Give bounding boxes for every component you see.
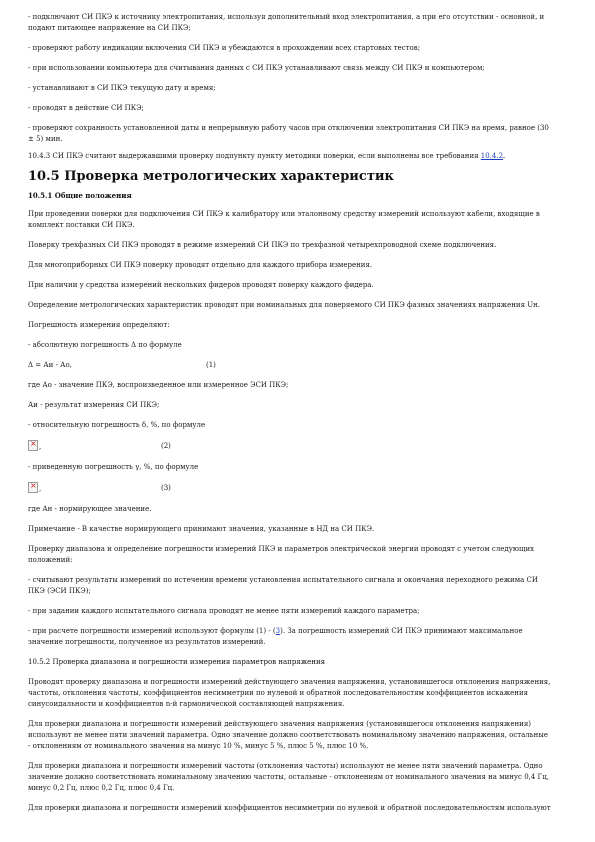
text-line: Для проверки диапазона и погрешности измерений действующего значения напряжения (установившегося отклонения напряжения) xyxy=(28,720,531,728)
section-heading: 10.5 Проверка метрологических характеристик xyxy=(28,169,394,184)
formula-comma: , xyxy=(39,443,42,451)
text-fragment: ). За погрешность измерений СИ ПКЭ принимают максимальное xyxy=(280,627,523,635)
broken-image-icon xyxy=(28,440,38,451)
formula-3 xyxy=(28,481,574,497)
text-line: - при задании каждого испытательного сигнала проводят не менее пяти измерений каждого параметра; xyxy=(28,607,420,615)
text-line: Для проверки диапазона и погрешности измерений частоты (отклонения частоты) используют не менее пяти значений параметра. Одно xyxy=(28,762,543,770)
document-page xyxy=(28,12,574,814)
broken-image-icon xyxy=(28,482,38,493)
text-line: Поверку трехфазных СИ ПКЭ проводят в режиме измерений СИ ПКЭ по трехфазной четырехпроводной схеме подключения. xyxy=(28,241,497,249)
text-line: где Ан - нормирующее значение. xyxy=(28,505,152,513)
text-line: Проверку диапазона и определение погрешности измерений ПКЭ и параметров электрической энергии проводят с учетом следующих xyxy=(28,545,535,553)
link-10-4-2[interactable]: 10.4.2 xyxy=(480,152,504,160)
subsection-title: 10.5.1 Общие положения xyxy=(28,191,132,200)
note-line: Примечание - В качестве нормирующего принимают значения, указанные в НД на СИ ПКЭ. xyxy=(28,525,375,533)
text-line: значение должно соответствовать номинальному значению частоты, остальные - отклонениям от номинального значения на минус 0,4 Гц, xyxy=(28,773,549,781)
text-line: Проводят проверку диапазона и погрешности измерений действующего значения напряжения, установившегося отклонения напряжения, xyxy=(28,678,551,686)
clause-10-4-3 xyxy=(28,151,574,162)
formula-2 xyxy=(28,439,574,455)
text-line: - устанавливают в СИ ПКЭ текущую дату и время; xyxy=(28,84,216,92)
text-line: При наличии у средства измерений нескольких фидеров проводят поверку каждого фидера. xyxy=(28,281,374,289)
formula-number: (3) xyxy=(161,484,171,492)
text-line: минус 0,2 Гц, плюс 0,2 Гц, плюс 0,4 Гц. xyxy=(28,784,175,792)
text-line: ПКЭ (ЭСИ ПКЭ); xyxy=(28,587,91,595)
text-line: - отклонениям от номинального значения на минус 10 %, минус 5 %, плюс 5 %, плюс 10 %. xyxy=(28,742,369,750)
text-line: - проверяют сохранность установленной даты и непрерывную работу часов при отключении электропитания СИ ПКЭ на время, равное (30 xyxy=(28,124,549,132)
text-fragment: . xyxy=(503,152,506,160)
formula-text: Δ = Аи - Ао, xyxy=(28,361,72,369)
formula-comma: , xyxy=(39,485,42,493)
text-line: - абсолютную погрешность Δ по формуле xyxy=(28,341,182,349)
text-line: подают питающее напряжение на СИ ПКЭ; xyxy=(28,24,191,32)
text-fragment: 10.4.3 СИ ПКЭ считают выдержавшими проверку подпункту пункту методики поверки, если выполнены все требования xyxy=(28,152,481,160)
text-line: ± 5) мин. xyxy=(28,135,63,143)
text-line: Определение метрологических характеристик проводят при номинальных для поверяемого СИ ПКЭ фазных значениях напряжения Uн. xyxy=(28,301,540,309)
text-line: комплект поставки СИ ПКЭ. xyxy=(28,221,135,229)
text-line: частоты, отклонения частоты, коэффициентов несимметрии по нулевой и обратной последовательностям коэффициентов искажения xyxy=(28,689,529,697)
text-line: - проводят в действие СИ ПКЭ; xyxy=(28,104,144,112)
formula-number: (1) xyxy=(206,361,216,369)
formula-number: (2) xyxy=(161,442,171,450)
text-line: Аи - результат измерения СИ ПКЭ; xyxy=(28,401,160,409)
text-line xyxy=(28,626,574,637)
text-line: Погрешность измерения определяют: xyxy=(28,321,170,329)
text-line: - считывают результаты измерений по истечении времени установления испытательного сигнала и окончания переходного режима СИ xyxy=(28,576,538,584)
text-line: где Ао - значение ПКЭ, воспроизведенное или измеренное ЭСИ ПКЭ; xyxy=(28,381,289,389)
text-line: используют не менее пяти значений параметра. Одно значение должно соответствовать номинальному значению напряжения, остальные xyxy=(28,731,548,739)
text-line: Для многоприборных СИ ПКЭ поверку проводят отдельно для каждого прибора измерения. xyxy=(28,261,373,269)
text-line: При проведении поверки для подключения СИ ПКЭ к калибратору или эталонному средству измерений используют кабели, входящие в xyxy=(28,210,540,218)
text-line: - при использовании компьютера для считывания данных с СИ ПКЭ устанавливают связь между СИ ПКЭ и компьютером; xyxy=(28,64,485,72)
text-line: - проверяют работу индикации включения СИ ПКЭ и убеждаются в прохождении всех стартовых тестов; xyxy=(28,44,421,52)
text-line: - подключают СИ ПКЭ к источнику электропитания, используя дополнительный вход электропитания, а при его отсутствии - основной, и xyxy=(28,13,545,21)
text-line: Для проверки диапазона и погрешности измерений коэффициентов несимметрии по нулевой и обратной последовательностям используют xyxy=(28,804,551,812)
text-line: - приведенную погрешность γ, %, по формуле xyxy=(28,463,199,471)
text-line: положений: xyxy=(28,556,73,564)
link-formula-3[interactable]: 3 xyxy=(275,627,281,635)
text-line: синусоидальности и коэффициентов n-й гармонической составляющей напряжения. xyxy=(28,700,345,708)
subsection-title: 10.5.2 Проверка диапазона и погрешности измерения параметров напряжения xyxy=(28,658,326,666)
text-fragment: - при расчете погрешности измерений используют формулы (1) - ( xyxy=(28,627,276,635)
text-line: значение погрешности, полученное из результатов измерений. xyxy=(28,638,266,646)
text-line: - относительную погрешность δ, %, по формуле xyxy=(28,421,206,429)
formula-1 xyxy=(28,360,574,371)
